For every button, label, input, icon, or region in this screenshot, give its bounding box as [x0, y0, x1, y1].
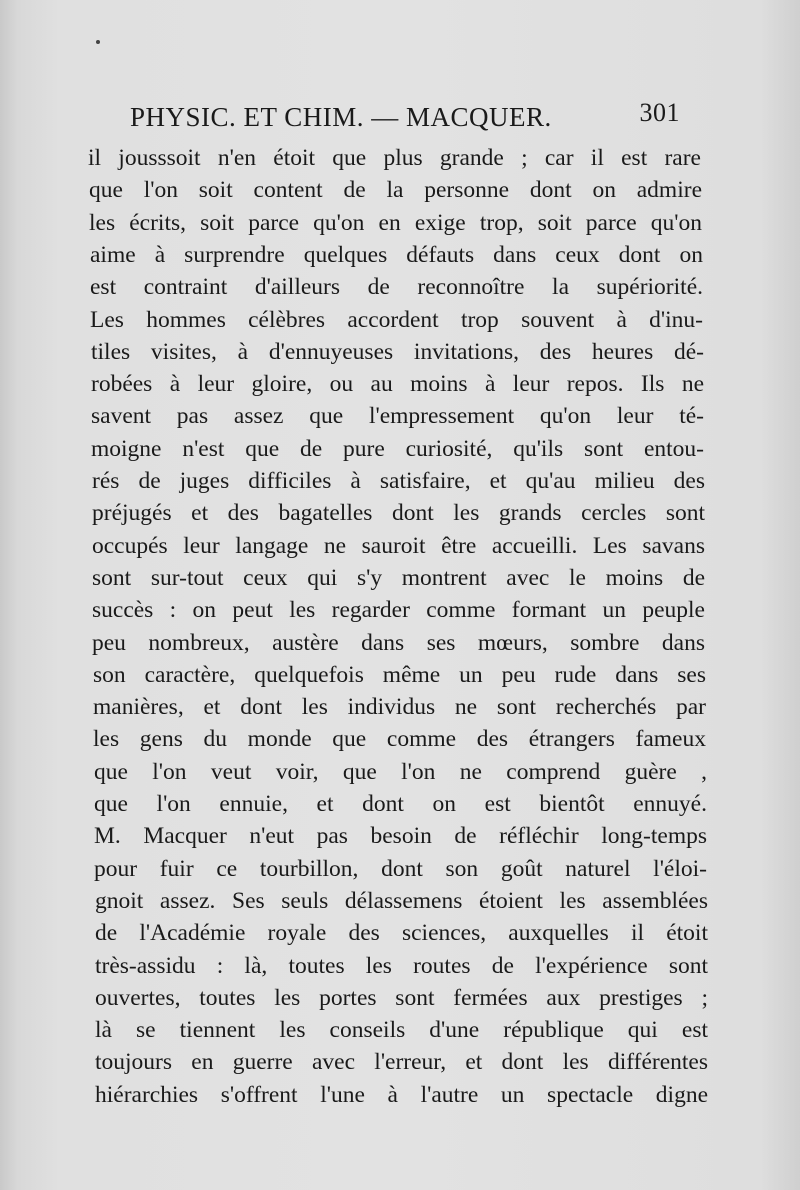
page-number: 301 — [639, 98, 680, 127]
text-line: que l'on veut voir, que l'on ne comprend guère , — [94, 758, 707, 785]
text-line: pour fuir ce tourbillon, dont son goût naturel l'éloi- — [94, 855, 707, 882]
text-line: préjugés et des bagatelles dont les grands cercles sont — [92, 500, 705, 527]
text-line: rés de juges difficiles à satisfaire, et qu'au milieu des — [92, 468, 705, 494]
text-line: très-assidu : là, toutes les routes de l'expérience sont — [95, 952, 708, 979]
text-line: les écrits, soit parce qu'on en exige trop, soit parce qu'on — [89, 209, 702, 236]
text-line: succès : on peut les regarder comme formant un peuple — [92, 597, 705, 624]
text-line: que l'on soit content de la personne dont on admire — [89, 177, 702, 204]
text-line: ouvertes, toutes les portes sont fermées aux prestiges ; — [95, 984, 708, 1011]
text-line: M. Macquer n'eut pas besoin de réfléchir long-temps — [94, 823, 707, 850]
text-line: hiérarchies s'offrent l'une à l'autre un spectacle digne — [95, 1081, 708, 1108]
text-line: toujours en guerre avec l'erreur, et dont les différentes — [95, 1049, 708, 1076]
text-line: sont sur-tout ceux qui s'y montrent avec le moins de — [92, 564, 705, 591]
text-line: que l'on ennuie, et dont on est bientôt ennuyé. — [94, 791, 707, 817]
text-line: il jousssoit n'en étoit que plus grande ; car il est rare — [88, 145, 701, 171]
text-line: aime à surprendre quelques défauts dans ceux dont on — [90, 241, 703, 268]
text-line: moigne n'est que de pure curiosité, qu'ils sont entou- — [91, 435, 704, 462]
text-line: les gens du monde que comme des étrangers fameux — [93, 726, 706, 753]
text-line: Les hommes célèbres accordent trop souvent à d'inu- — [90, 306, 703, 333]
text-line: occupés leur langage ne sauroit être accueilli. Les savans — [92, 532, 705, 559]
text-line: tiles visites, à d'ennuyeuses invitations, des heures dé- — [91, 338, 704, 365]
text-line: est contraint d'ailleurs de reconnoître la supériorité. — [90, 274, 703, 301]
text-line: de l'Académie royale des sciences, auxquelles il étoit — [95, 920, 708, 947]
text-line: manières, et dont les individus ne sont recherchés par — [93, 694, 706, 721]
text-line: robées à leur gloire, ou au moins à leur repos. Ils ne — [91, 371, 704, 398]
running-title: PHYSIC. ET CHIM. — MACQUER. — [130, 102, 552, 132]
text-line: là se tiennent les conseils d'une république qui est — [95, 1017, 708, 1044]
text-line: peu nombreux, austère dans ses mœurs, sombre dans — [92, 629, 705, 656]
text-line: gnoit assez. Ses seuls délassemens étoient les assemblées — [95, 887, 708, 914]
text-line: savent pas assez que l'empressement qu'on leur té- — [91, 403, 704, 430]
text-line: son caractère, quelquefois même un peu rude dans ses — [93, 661, 706, 688]
